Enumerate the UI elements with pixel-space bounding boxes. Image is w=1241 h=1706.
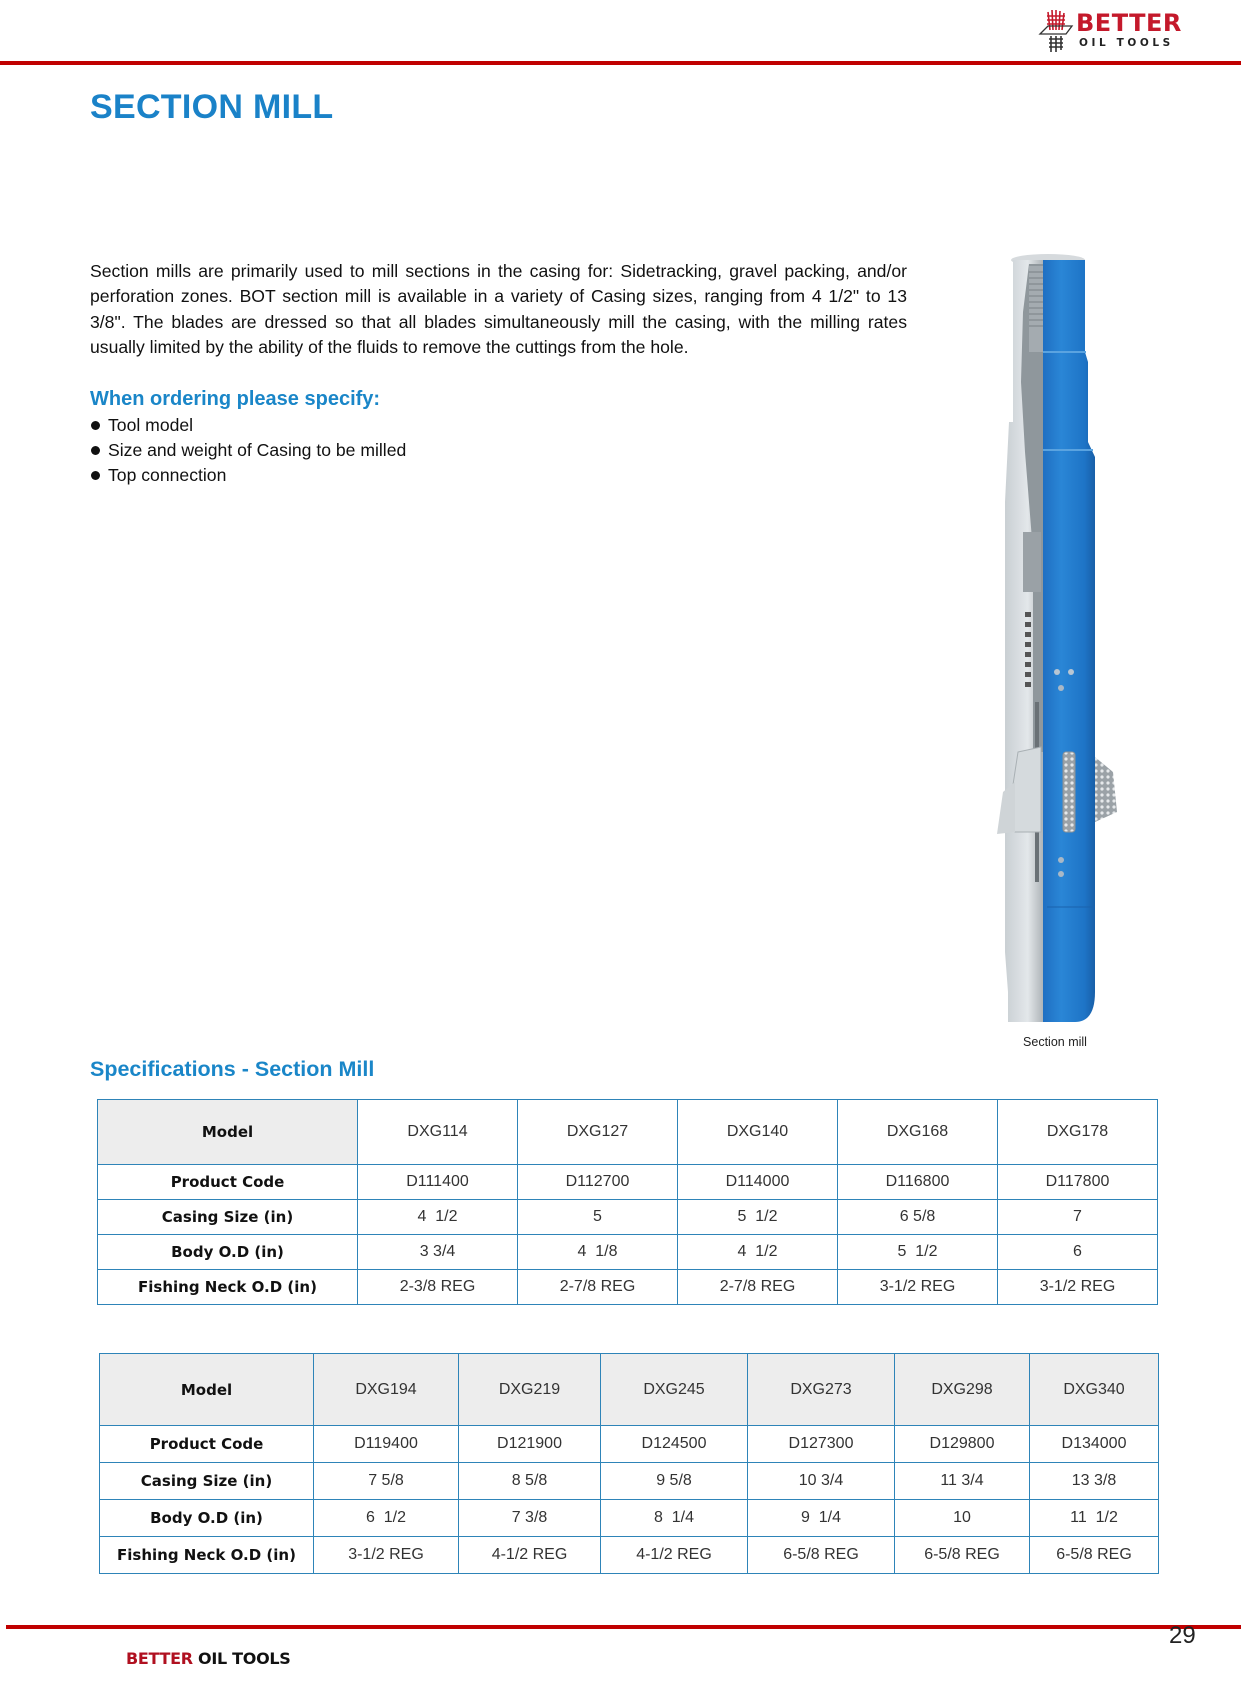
- table-cell: DXG273: [748, 1354, 895, 1426]
- table-cell: 6-5/8 REG: [1030, 1537, 1159, 1574]
- section-mill-illustration: [985, 252, 1125, 1022]
- logo-brand-oil-tools: OIL TOOLS: [1079, 37, 1174, 49]
- table-cell: 6-5/8 REG: [895, 1537, 1030, 1574]
- table-cell: 11 1/2: [1030, 1500, 1159, 1537]
- table-cell: 2-3/8 REG: [358, 1270, 518, 1305]
- list-item: [90, 413, 406, 438]
- table-cell: 3-1/2 REG: [314, 1537, 459, 1574]
- footer-brand-better: BETTER: [126, 1649, 193, 1668]
- logo-brand-better: BETTER: [1076, 9, 1182, 37]
- row-label: Model: [98, 1100, 358, 1165]
- table-cell: 5 1/2: [838, 1235, 998, 1270]
- section-mill-image: [985, 252, 1125, 1022]
- table-cell: DXG140: [678, 1100, 838, 1165]
- row-label: Fishing Neck O.D (in): [98, 1270, 358, 1305]
- bullet-icon: [91, 471, 100, 480]
- table-cell: 11 3/4: [895, 1463, 1030, 1500]
- table-cell: 8 5/8: [459, 1463, 601, 1500]
- table-cell: 3-1/2 REG: [998, 1270, 1158, 1305]
- footer-divider: [6, 1625, 1241, 1629]
- table-cell: DXG245: [601, 1354, 748, 1426]
- table-cell: 6-5/8 REG: [748, 1537, 895, 1574]
- table-cell: 9 5/8: [601, 1463, 748, 1500]
- table-cell: 2-7/8 REG: [518, 1270, 678, 1305]
- table-cell: 6 5/8: [838, 1200, 998, 1235]
- table-cell: D112700: [518, 1165, 678, 1200]
- table-cell: 9 1/4: [748, 1500, 895, 1537]
- row-label: Product Code: [98, 1165, 358, 1200]
- table-cell: DXG219: [459, 1354, 601, 1426]
- list-item-text: Top connection: [108, 465, 227, 485]
- company-logo: [1038, 8, 1182, 54]
- table-cell: D129800: [895, 1426, 1030, 1463]
- figure-caption: Section mill: [1023, 1035, 1087, 1049]
- table-row-fishing-neck-od: [98, 1270, 1158, 1305]
- table-cell: 5 1/2: [678, 1200, 838, 1235]
- table-row-model: [100, 1354, 1159, 1426]
- row-label: Body O.D (in): [98, 1235, 358, 1270]
- table-cell: 8 1/4: [601, 1500, 748, 1537]
- table-cell: DXG194: [314, 1354, 459, 1426]
- table-cell: DXG340: [1030, 1354, 1159, 1426]
- drill-rig-icon: [1038, 8, 1074, 54]
- table-row-product-code: [98, 1165, 1158, 1200]
- table-row-model: [98, 1100, 1158, 1165]
- row-label: Model: [100, 1354, 314, 1426]
- table-cell: D134000: [1030, 1426, 1159, 1463]
- table-cell: 3 3/4: [358, 1235, 518, 1270]
- table-cell: 7 5/8: [314, 1463, 459, 1500]
- footer-brand: [126, 1649, 291, 1668]
- table-cell: DXG168: [838, 1100, 998, 1165]
- row-label: Body O.D (in): [100, 1500, 314, 1537]
- table-row-casing-size: [100, 1463, 1159, 1500]
- table-row-fishing-neck-od: [100, 1537, 1159, 1574]
- table-cell: DXG178: [998, 1100, 1158, 1165]
- spec-table-1: [97, 1099, 1158, 1305]
- table-cell: 4 1/2: [358, 1200, 518, 1235]
- table-cell: DXG298: [895, 1354, 1030, 1426]
- ordering-list: [90, 413, 406, 488]
- row-label: Casing Size (in): [98, 1200, 358, 1235]
- table-cell: 4-1/2 REG: [601, 1537, 748, 1574]
- bullet-icon: [91, 446, 100, 455]
- table-cell: 10: [895, 1500, 1030, 1537]
- table-cell: 10 3/4: [748, 1463, 895, 1500]
- ordering-heading: When ordering please specify:: [90, 388, 381, 410]
- page-number: 29: [1169, 1622, 1196, 1649]
- table-cell: 2-7/8 REG: [678, 1270, 838, 1305]
- table-cell: 4-1/2 REG: [459, 1537, 601, 1574]
- table-cell: 13 3/8: [1030, 1463, 1159, 1500]
- table-cell: 7: [998, 1200, 1158, 1235]
- table-cell: DXG114: [358, 1100, 518, 1165]
- table-cell: 7 3/8: [459, 1500, 601, 1537]
- row-label: Fishing Neck O.D (in): [100, 1537, 314, 1574]
- table-cell: 4 1/2: [678, 1235, 838, 1270]
- row-label: Product Code: [100, 1426, 314, 1463]
- table-cell: D114000: [678, 1165, 838, 1200]
- bullet-icon: [91, 421, 100, 430]
- table-row-product-code: [100, 1426, 1159, 1463]
- table-cell: 5: [518, 1200, 678, 1235]
- table-cell: D119400: [314, 1426, 459, 1463]
- table-row-body-od: [98, 1235, 1158, 1270]
- spec-table-2: [99, 1353, 1159, 1574]
- page-title: SECTION MILL: [90, 88, 334, 126]
- header-divider: [0, 61, 1241, 65]
- table-cell: D124500: [601, 1426, 748, 1463]
- table-cell: 6: [998, 1235, 1158, 1270]
- list-item-text: Size and weight of Casing to be milled: [108, 440, 407, 460]
- intro-paragraph: Section mills are primarily used to mill sections in the casing for: Sidetracking, gravel packing, and/or perforation zones. BOT section mill is available in a variety of Casing sizes, ranging from 4 1/2" to 13 3/8". The blades are dressed so that all blades simultaneously mill the casing, with the milling rates usually limited by the ability of the fluids to remove the cuttings from the hole.: [90, 261, 907, 358]
- table-cell: D121900: [459, 1426, 601, 1463]
- footer-brand-oil-tools: OIL TOOLS: [192, 1649, 291, 1668]
- table-row-casing-size: [98, 1200, 1158, 1235]
- table-cell: D111400: [358, 1165, 518, 1200]
- specifications-heading: Specifications - Section Mill: [90, 1057, 375, 1081]
- table-cell: D127300: [748, 1426, 895, 1463]
- list-item-text: Tool model: [108, 415, 194, 435]
- table-cell: 3-1/2 REG: [838, 1270, 998, 1305]
- table-cell: 4 1/8: [518, 1235, 678, 1270]
- table-cell: 6 1/2: [314, 1500, 459, 1537]
- list-item: [90, 438, 406, 463]
- table-row-body-od: [100, 1500, 1159, 1537]
- list-item: [90, 463, 406, 488]
- table-cell: D117800: [998, 1165, 1158, 1200]
- table-cell: DXG127: [518, 1100, 678, 1165]
- row-label: Casing Size (in): [100, 1463, 314, 1500]
- table-cell: D116800: [838, 1165, 998, 1200]
